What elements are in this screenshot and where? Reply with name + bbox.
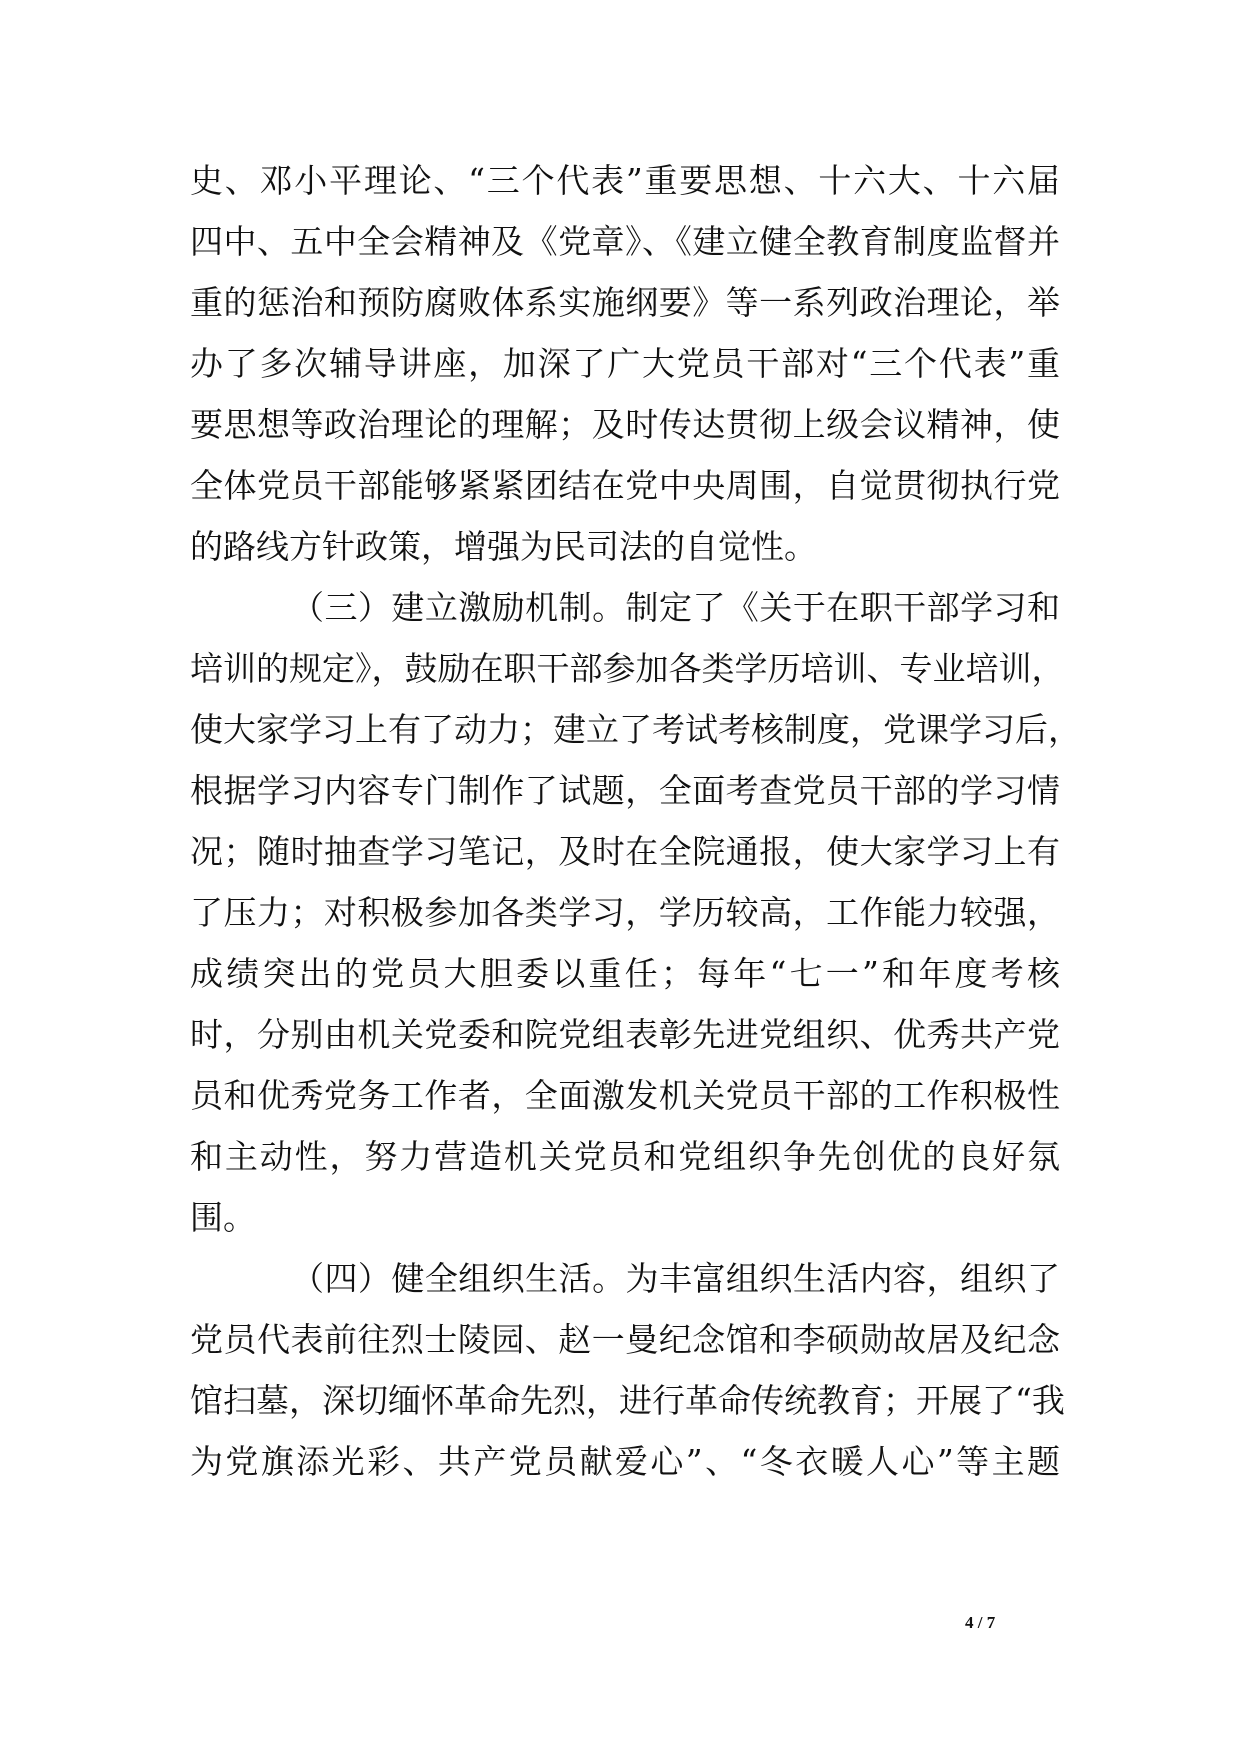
text-line: 要思想等政治理论的理解；及时传达贯彻上级会议精神，使 — [190, 405, 1060, 444]
body-text — [190, 150, 1081, 1492]
text-line: 成绩突出的党员大胆委以重任；每年“七一”和年度考核 — [190, 954, 1060, 993]
text-line: 为党旗添光彩、共产党员献爱心”、“冬衣暖人心”等主题 — [190, 1442, 1060, 1481]
text-line: 培训的规定》，鼓励在职干部参加各类学历培训、专业培训， — [190, 649, 1065, 688]
text-line: 四中、五中全会精神及《党章》、《建立健全教育制度监督并 — [190, 222, 1060, 261]
text-line: 根据学习内容专门制作了试题，全面考查党员干部的学习情 — [190, 771, 1060, 810]
page-number: 4 / 7 — [965, 1613, 996, 1632]
text-line: 史、邓小平理论、“三个代表”重要思想、十六大、十六届 — [190, 161, 1060, 200]
text-line: 办了多次辅导讲座，加深了广大党员干部对“三个代表”重 — [190, 344, 1060, 383]
text-line: 的路线方针政策，增强为民司法的自觉性。 — [190, 527, 817, 566]
text-line: 和主动性，努力营造机关党员和党组织争先创优的良好氛 — [190, 1137, 1060, 1176]
text-line: 重的惩治和预防腐败体系实施纲要》等一系列政治理论，举 — [190, 283, 1060, 322]
text-line: 馆扫墓，深切缅怀革命先烈，进行革命传统教育；开展了“我 — [190, 1381, 1065, 1420]
text-line: 使大家学习上有了动力；建立了考试考核制度，党课学习后， — [190, 710, 1081, 749]
text-line: 党员代表前往烈士陵园、赵一曼纪念馆和李硕勋故居及纪念 — [190, 1320, 1060, 1359]
paragraph-start-line: （四）健全组织生活。为丰富组织生活内容，组织了 — [291, 1259, 1060, 1298]
text-line: 了压力；对积极参加各类学习，学历较高，工作能力较强， — [190, 893, 1060, 932]
paragraph-start-line: （三）建立激励机制。制定了《关于在职干部学习和 — [291, 588, 1060, 627]
text-line: 全体党员干部能够紧紧团结在党中央周围，自觉贯彻执行党 — [190, 466, 1060, 505]
text-line: 员和优秀党务工作者，全面激发机关党员干部的工作积极性 — [190, 1076, 1060, 1115]
text-line: 围。 — [190, 1198, 256, 1237]
text-line: 况；随时抽查学习笔记，及时在全院通报，使大家学习上有 — [190, 832, 1060, 871]
text-line: 时，分别由机关党委和院党组表彰先进党组织、优秀共产党 — [190, 1015, 1060, 1054]
